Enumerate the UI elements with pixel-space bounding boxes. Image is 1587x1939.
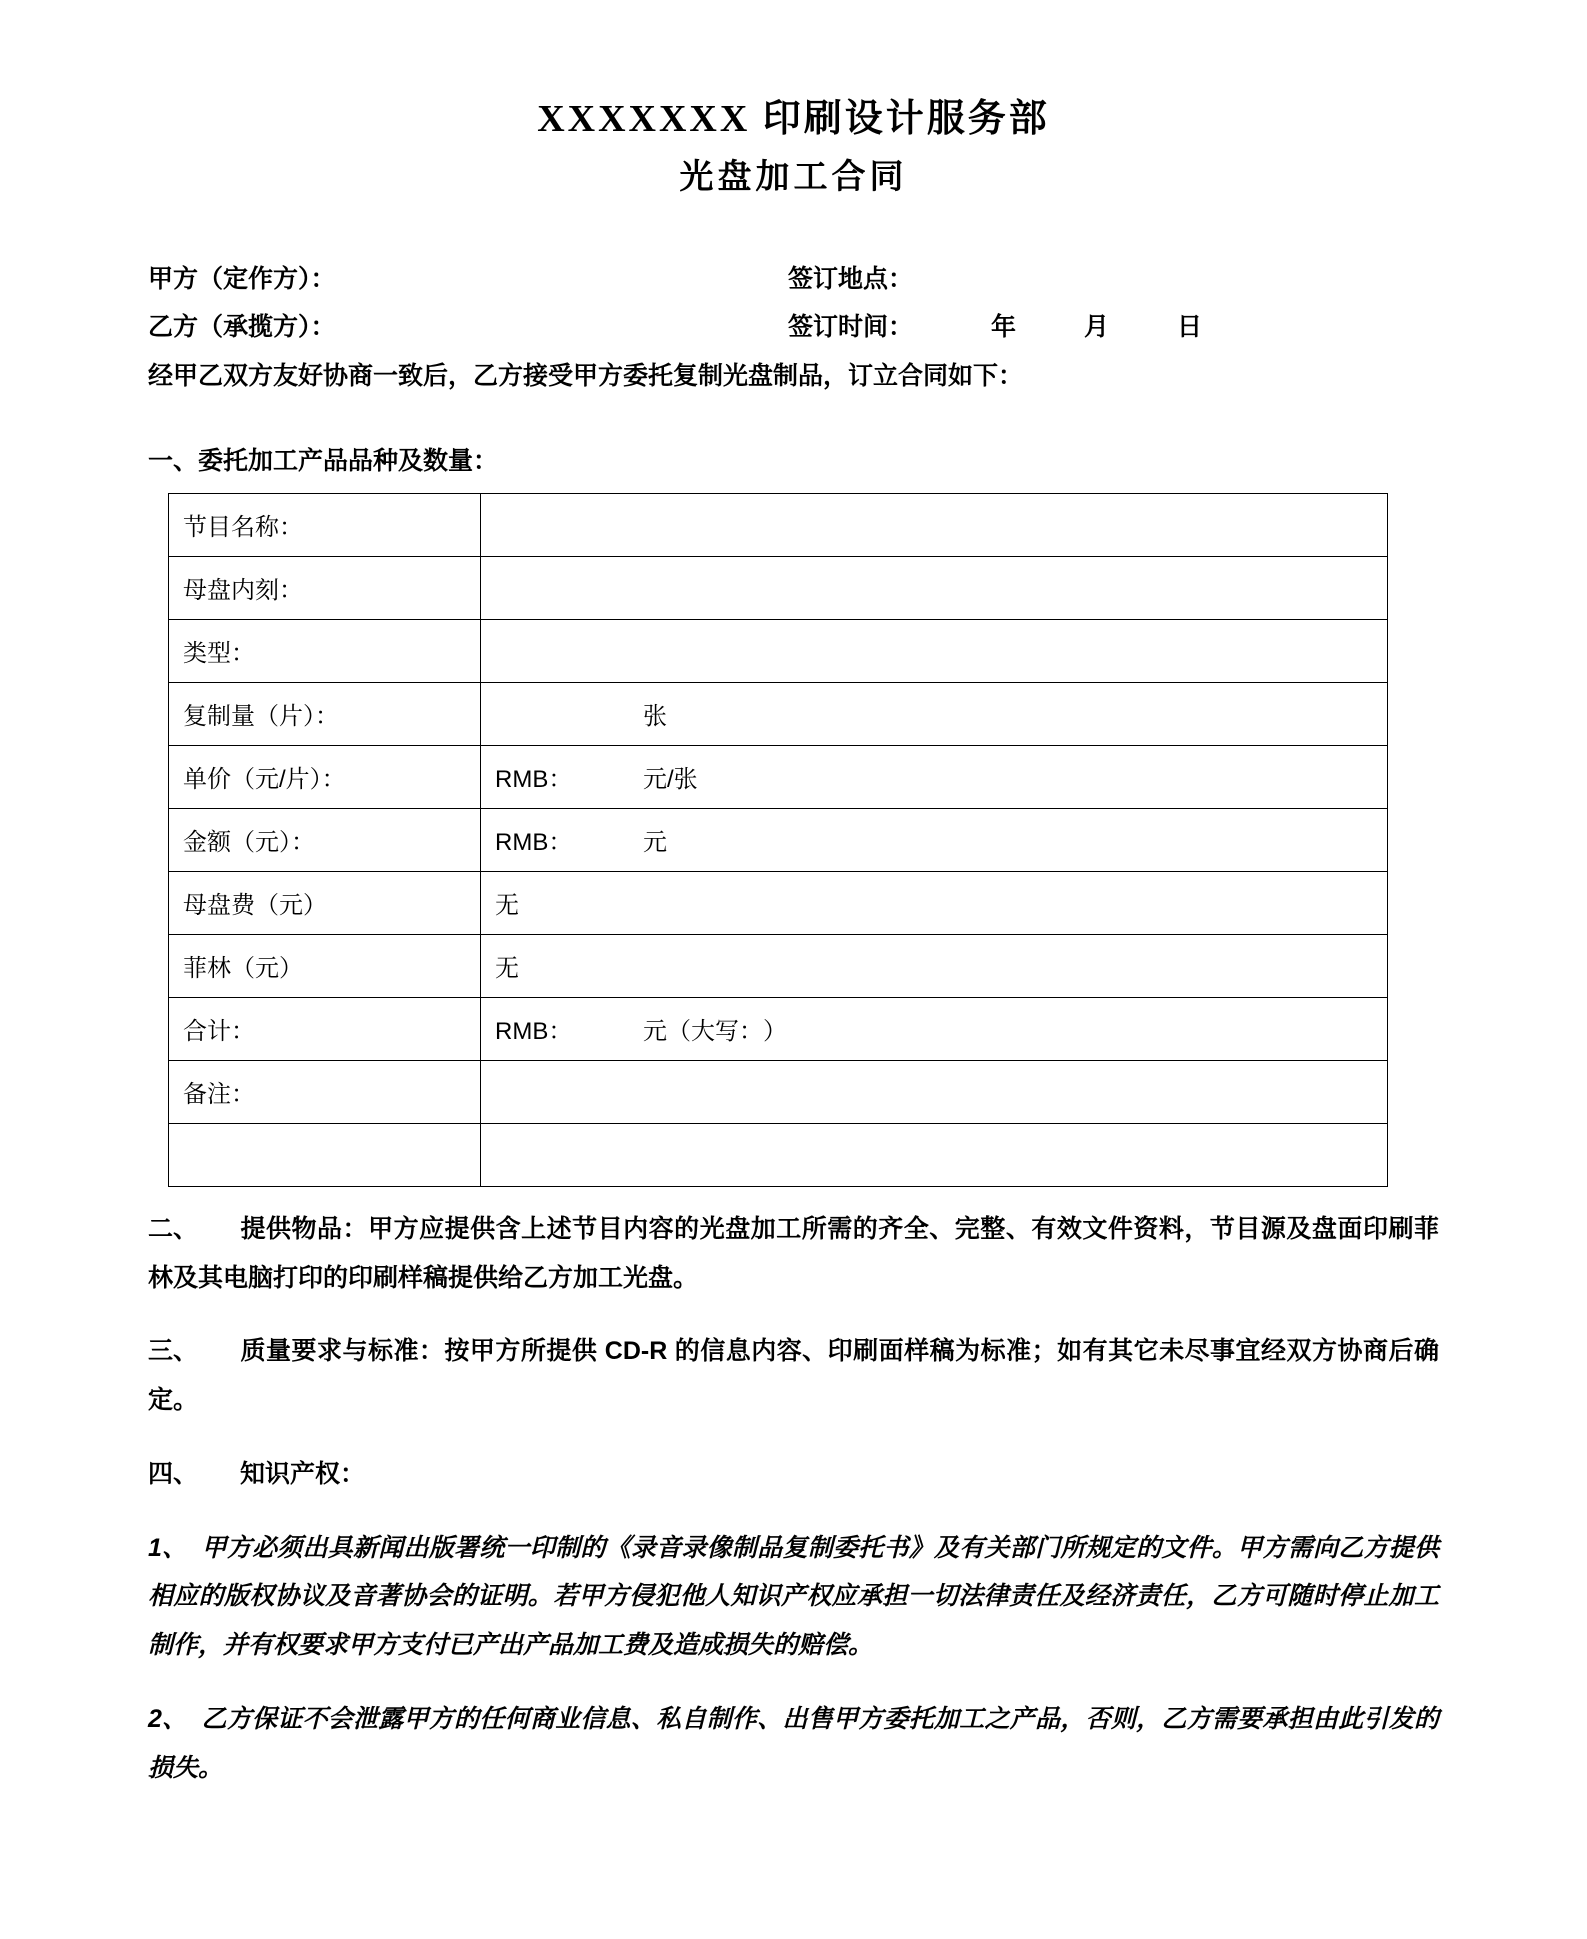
clause-three-text: 按甲方所提供 CD-R 的信息内容、印刷面样稿为标准；如有其它未尽事宜经双方协商后确定。 xyxy=(148,1337,1439,1415)
clause-two xyxy=(148,1205,1439,1303)
clause-three-number: 三、 xyxy=(148,1337,199,1366)
clause-two-text: 甲方应提供含上述节目内容的光盘加工所需的齐全、完整、有效文件资料，节目源及盘面印刷菲林及其电脑打印的印刷样稿提供给乙方加工光盘。 xyxy=(148,1214,1439,1292)
row-label: 复制量（片）： xyxy=(169,682,481,745)
party-a-row xyxy=(148,256,1439,304)
row-rmb: 无 xyxy=(495,892,519,920)
table-row xyxy=(169,1060,1388,1123)
party-a-label: 甲方（定作方）： xyxy=(148,265,336,294)
row-label: 单价（元/片）： xyxy=(169,745,481,808)
row-value xyxy=(481,871,1388,934)
intro-paragraph: 经甲乙双方友好协商一致后，乙方接受甲方委托复制光盘制品，订立合同如下： xyxy=(148,362,1024,391)
clause-four-heading: 知识产权： xyxy=(240,1459,366,1488)
row-label: 节目名称： xyxy=(169,493,481,556)
section-one-heading: 一、委托加工产品品种及数量： xyxy=(148,446,499,475)
clause-two-heading: 提供物品： xyxy=(240,1214,369,1243)
row-rmb: RMB： xyxy=(495,766,573,794)
row-rmb: RMB： xyxy=(495,1018,573,1046)
row-label: 母盘内刻： xyxy=(169,556,481,619)
month-label: 月 xyxy=(1084,312,1110,341)
year-label: 年 xyxy=(991,312,1017,341)
sub-clause-2-text: 乙方保证不会泄露甲方的任何商业信息、私自制作、出售甲方委托加工之产品，否则，乙方需要承担由此引发的损失。 xyxy=(148,1704,1439,1782)
items-table xyxy=(168,493,1388,1187)
table-row xyxy=(169,934,1388,997)
row-value xyxy=(481,493,1388,556)
row-label xyxy=(169,1123,481,1186)
table-row xyxy=(169,997,1388,1060)
row-value xyxy=(481,745,1388,808)
row-value xyxy=(481,556,1388,619)
title-block xyxy=(148,92,1439,202)
table-row xyxy=(169,493,1388,556)
row-value xyxy=(481,808,1388,871)
row-label: 合计： xyxy=(169,997,481,1060)
clause-three-heading: 质量要求与标准： xyxy=(240,1337,445,1366)
table-row xyxy=(169,808,1388,871)
row-label: 金额（元）： xyxy=(169,808,481,871)
table-row xyxy=(169,556,1388,619)
table-row xyxy=(169,1123,1388,1186)
clause-four xyxy=(148,1450,1439,1499)
clause-four-number: 四、 xyxy=(148,1459,199,1488)
sign-place-row xyxy=(788,256,1439,304)
sub-clause-1-number: 1、 xyxy=(148,1533,188,1562)
table-row xyxy=(169,871,1388,934)
row-value xyxy=(481,997,1388,1060)
row-value xyxy=(481,619,1388,682)
table-row xyxy=(169,682,1388,745)
sign-time-label: 签订时间： xyxy=(788,312,914,341)
party-b-row xyxy=(148,304,1439,352)
row-unit: 张 xyxy=(643,703,667,731)
clause-three xyxy=(148,1327,1439,1425)
clause-two-number: 二、 xyxy=(148,1214,199,1243)
sub-clause-1 xyxy=(148,1524,1439,1670)
document-title: XXXXXXX 印刷设计服务部 xyxy=(537,98,1050,140)
row-label: 类型： xyxy=(169,619,481,682)
row-rmb: 无 xyxy=(495,955,519,983)
row-value xyxy=(481,1123,1388,1186)
date-units xyxy=(991,304,1202,352)
sub-clause-1-text: 甲方必须出具新闻出版署统一印制的《录音录像制品复制委托书》及有关部门所规定的文件。甲方需向乙方提供相应的版权协议及音著协会的证明。若甲方侵犯他人知识产权应承担一切法律责任及经济责任，乙方可随时停止加工制作，并有权要求甲方支付已产出产品加工费及造成损失的赔偿。 xyxy=(148,1533,1439,1660)
party-b-label: 乙方（承揽方）： xyxy=(148,312,336,341)
table-row xyxy=(169,745,1388,808)
row-unit: 元/张 xyxy=(643,766,698,794)
sub-clause-2-number: 2、 xyxy=(148,1704,188,1733)
row-label: 母盘费（元） xyxy=(169,871,481,934)
row-label: 菲林（元） xyxy=(169,934,481,997)
sign-time-row xyxy=(788,304,1439,352)
row-unit: 元（大写： xyxy=(643,1018,763,1046)
document-subtitle: 光盘加工合同 xyxy=(679,159,908,197)
row-value xyxy=(481,1060,1388,1123)
sign-place-label: 签订地点： xyxy=(788,265,914,294)
row-unit: 元 xyxy=(643,829,667,857)
row-value xyxy=(481,682,1388,745)
table-row xyxy=(169,619,1388,682)
row-rmb: RMB： xyxy=(495,829,573,857)
day-label: 日 xyxy=(1177,312,1203,341)
sub-clause-2 xyxy=(148,1695,1439,1793)
row-close-paren: ） xyxy=(763,1018,787,1046)
row-label: 备注： xyxy=(169,1060,481,1123)
row-value xyxy=(481,934,1388,997)
